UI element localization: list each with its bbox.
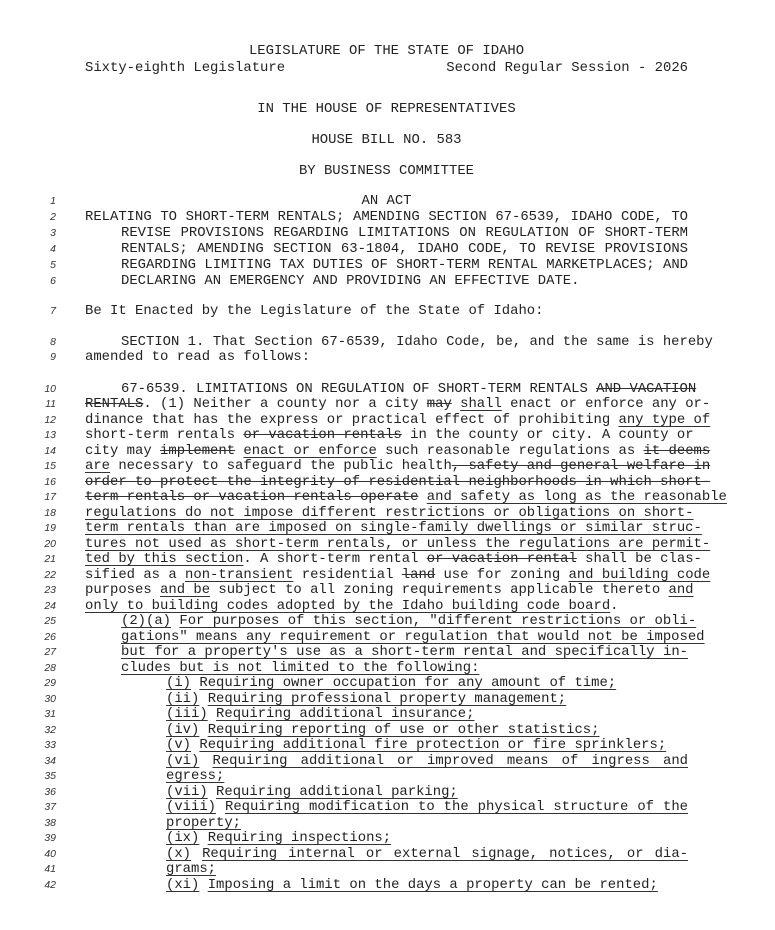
text-segment [199,877,207,893]
text-segment: RELATING TO SHORT-TERM RENTALS; AMENDING SECTION 67-6539, IDAHO CODE, TO [85,208,688,225]
bill-line [85,535,711,552]
line-number: 3 [50,226,56,239]
deleted-text: may [426,396,452,412]
line-number: 41 [44,863,56,875]
line-number: 34 [44,754,56,767]
inserted-text: are [85,458,111,474]
line-number: 23 [44,584,56,596]
inserted-text: Requiring additional or improved means of ingress and [212,752,688,769]
bill-line [85,350,688,365]
text-segment [208,706,216,722]
line-number: 32 [44,723,56,736]
line-number: 42 [44,878,56,891]
deleted-text: it deems [643,442,711,459]
line-number: 21 [44,553,56,565]
inserted-text: Requiring modification to the physical structure of the [225,799,688,815]
text-segment: amended to read as follows: [85,348,311,365]
line-number: 25 [44,615,56,627]
line-number: 5 [50,258,56,271]
line-number: 8 [50,335,56,348]
bill-line [85,396,711,412]
line-number: 16 [44,475,56,488]
text-segment: city may [85,442,161,459]
inserted-text: Requiring inspections; [207,830,392,846]
text-segment: DECLARING AN EMERGENCY AND PROVIDING AN EFFECTIVE DATE. [121,272,580,289]
inserted-text: and [668,582,694,598]
inserted-text: (vi) [166,752,200,769]
line-number: 37 [44,801,56,813]
bill-sponsor: BY BUSINESS COMMITTEE [298,163,475,179]
text-segment: purposes [85,582,161,598]
text-segment [216,799,225,815]
inserted-text: any type of [618,411,711,428]
inserted-text: term rentals than are imposed on single-family dwellings or similar struc- [85,520,702,536]
bill-line [166,692,688,707]
line-number: 6 [50,274,56,287]
line-number: 7 [50,304,56,317]
bill-line [166,676,688,691]
line-number: 17 [44,491,56,503]
inserted-text: (ix) [166,830,200,846]
bill-line [121,242,688,257]
inserted-text: tures not used as short-term rentals, or unless the regulations are permit- [85,535,711,552]
inserted-text: gations" means any requirement or regulation that would not be imposed [121,628,705,645]
bill-line [166,723,688,738]
line-number: 30 [44,692,56,705]
deleted-text: RENTALS [85,396,144,412]
line-number: 31 [44,708,56,720]
bill-line [85,599,688,614]
bill-line [166,707,688,722]
text-segment: residential [293,566,402,583]
text-segment [452,396,460,412]
deleted-text: land [401,566,436,583]
text-segment: necessary to safeguard the public health [110,458,452,474]
inserted-text: only to building codes adopted by the Idaho building code board [85,597,611,614]
text-segment: . (1) Neither a county nor a city [143,396,427,412]
text-segment: . [610,597,619,614]
bill-line [121,661,688,676]
bill-line [121,333,713,350]
text-segment: Be It Enacted by the Legislature of the State of Idaho: [85,302,544,319]
deleted-text: , safety and general welfare in [451,458,711,474]
bill-line [85,566,711,583]
inserted-text: property; [166,814,242,831]
bill-line [85,473,711,490]
line-number: 39 [44,832,56,844]
inserted-text: enact or enforce [243,442,377,459]
bill-line [166,862,688,877]
text-segment: sified as a [85,566,186,583]
bill-line [85,458,711,474]
line-number: 14 [44,444,56,457]
inserted-text: grams; [166,861,217,877]
bill-line [166,800,688,815]
line-number: 40 [44,847,56,860]
inserted-text: (i) [166,675,192,691]
inserted-text: (v) [166,737,192,753]
inserted-text: (vii) [166,783,208,800]
line-number: 22 [44,568,56,581]
line-number: 28 [44,661,56,674]
deleted-text: or vacation rentals [243,427,402,443]
text-segment [199,753,212,769]
bill-line [166,831,688,846]
bill-line [166,785,688,800]
bill-line [85,411,711,428]
deleted-text: order to protect the integrity of residential neighborhoods in which short- [85,473,711,490]
inserted-text: Requiring owner occupation for any amount of time; [199,675,617,691]
line-number: 4 [50,242,56,255]
bill-line [166,754,688,769]
chamber-heading: IN THE HOUSE OF REPRESENTATIVES [257,101,516,117]
inserted-text: (2)(a) [121,613,172,629]
inserted-text: cludes but is not limited to the following: [121,659,480,676]
bill-line [166,816,688,831]
line-number: 38 [44,816,56,829]
deleted-text: implement [160,442,236,459]
inserted-text: For purposes of this section, "different restrictions or obli- [179,613,697,629]
line-number: 18 [44,506,56,519]
bill-line [121,628,705,645]
line-number: 2 [50,210,56,223]
line-number: 20 [44,537,56,550]
inserted-text: (x) [166,845,192,862]
inserted-text: Requiring additional fire protection or fire sprinklers; [199,737,667,753]
inserted-text: shall [460,396,502,412]
inserted-text: Requiring additional parking; [216,783,458,800]
line-number: 19 [44,522,56,534]
bill-line [166,878,688,893]
line-number: 29 [44,677,56,689]
text-segment: 67-6539. LIMITATIONS ON REGULATION OF SHORT-TERM RENTALS [121,380,597,397]
text-segment [199,830,207,846]
text-segment [199,722,207,738]
text-segment: use for zoning [435,566,569,583]
inserted-text: non-transient [185,566,294,583]
text-segment [199,691,207,707]
line-number: 27 [44,646,56,658]
bill-line [121,645,688,660]
line-number: 35 [44,770,56,782]
text-segment: AN ACT [361,192,412,209]
inserted-text: and safety as long as the reasonable [426,489,727,505]
deleted-text: or vacation rental [426,551,577,567]
legislature-title: LEGISLATURE OF THE STATE OF IDAHO [248,43,525,59]
inserted-text: (xi) [166,876,200,893]
inserted-text: Imposing a limit on the days a property can be rented; [207,876,658,893]
inserted-text: Requiring additional insurance; [216,706,475,722]
inserted-text: egress; [166,768,225,784]
bill-line [166,738,688,753]
inserted-text: Requiring reporting of use or other statistics; [207,721,600,738]
text-segment: in the county or city. A county or [401,427,694,443]
bill-line [121,258,688,273]
inserted-text: ted by this section [85,551,244,567]
line-number: 24 [44,599,56,612]
text-segment: . A short-term rental [243,551,427,567]
session-label: Second Regular Session - 2026 [446,60,688,76]
text-segment: SECTION 1. That Section 67-6539, Idaho Code, be, and the same is hereby [121,333,713,350]
inserted-text: and building code [568,566,711,583]
legislature-number: Sixty-eighth Legislature [85,60,286,76]
bill-line [121,613,697,629]
bill-line [85,551,702,567]
bill-line [121,380,697,397]
bill-line [85,582,694,598]
inserted-text: (viii) [166,799,217,815]
inserted-text: Requiring professional property management; [207,690,567,707]
text-segment: subject to all zoning requirements applicable thereto [210,582,669,598]
text-segment: shall be clas- [576,551,702,567]
text-segment: dinance that has the express or practical effect of prohibiting [85,411,619,428]
inserted-text: (ii) [166,690,200,707]
inserted-text: Requiring internal or external signage, notices, or dia- [202,845,688,862]
line-number: 10 [44,382,56,395]
line-number: 33 [44,739,56,751]
bill-line [121,274,688,289]
bill-line [85,489,727,505]
text-segment [418,489,426,505]
bill-line [85,194,688,209]
deleted-text: AND VACATION [596,380,697,397]
bill-line [85,304,688,319]
bill-line [85,504,694,521]
text-segment: enact or enforce any or- [501,396,711,412]
text-segment: such reasonable regulations as [376,442,644,459]
line-number: 36 [44,785,56,798]
inserted-text: and be [160,582,211,598]
text-segment [191,846,202,862]
text-segment: REGARDING LIMITING TAX DUTIES OF SHORT-TERM RENTAL MARKETPLACES; AND [121,256,688,273]
bill-line [85,210,688,225]
deleted-text: term rentals or vacation rentals operate [85,489,419,505]
inserted-text: (iv) [166,721,200,738]
bill-line [85,427,694,443]
line-number: 13 [44,429,56,441]
line-number: 26 [44,630,56,643]
inserted-text: but for a property's use as a short-term rental and specifically in- [121,644,688,660]
text-segment [208,784,216,800]
line-number: 11 [45,398,56,410]
bill-line [85,442,711,459]
line-number: 1 [50,194,56,207]
text-segment: short-term rentals [85,427,244,443]
line-number: 12 [44,413,56,426]
bill-number: HOUSE BILL NO. 583 [311,132,462,148]
inserted-text: regulations do not impose different restrictions or obligations on short- [85,504,694,521]
inserted-text: (iii) [166,706,208,722]
bill-line [121,226,688,241]
bill-line [166,847,688,862]
text-segment: RENTALS; AMENDING SECTION 63-1804, IDAHO CODE, TO REVISE PROVISIONS [121,240,688,257]
bill-line [85,520,702,536]
line-number: 15 [44,460,56,472]
line-number: 9 [50,350,56,363]
text-segment: REVISE PROVISIONS REGARDING LIMITATIONS ON REGULATION OF SHORT-TERM [121,224,688,241]
bill-line [166,769,688,784]
